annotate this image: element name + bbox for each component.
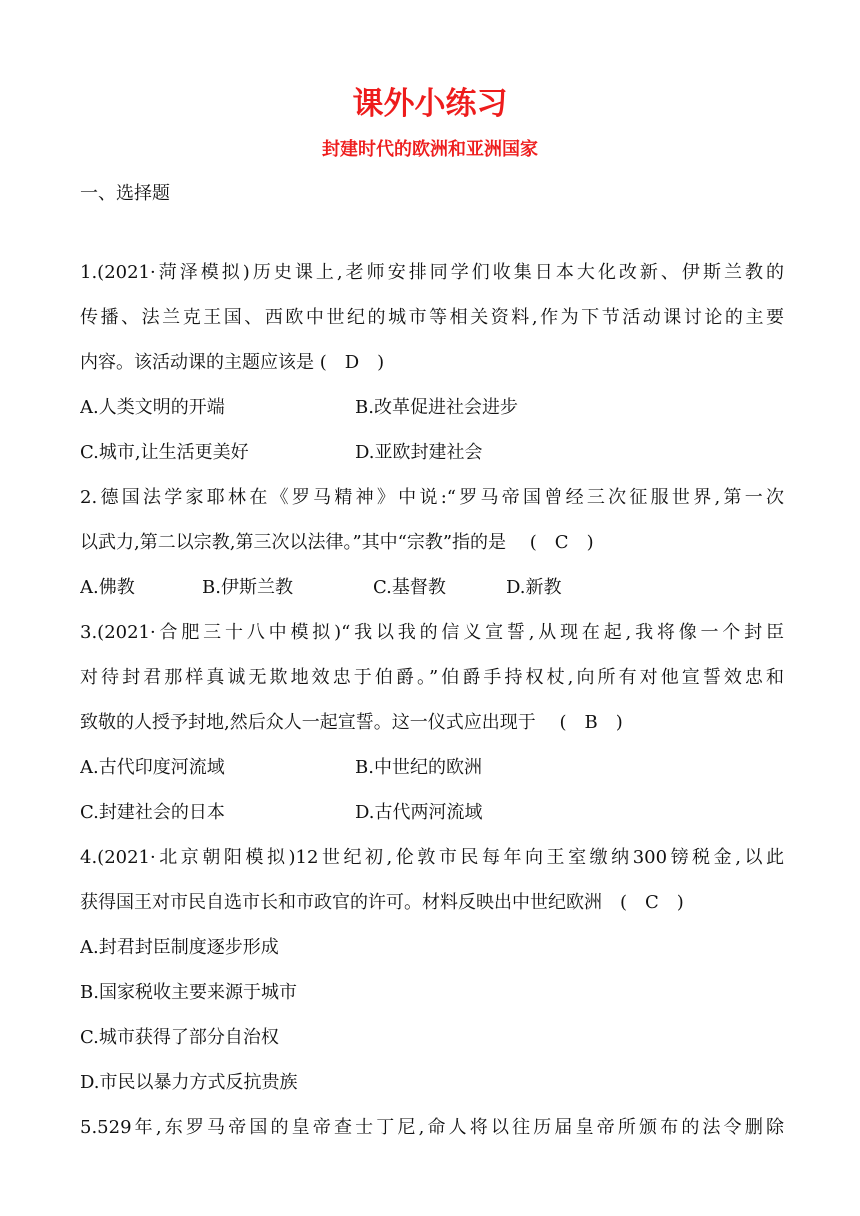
- question-2-line-1: 2.德国法学家耶林在《罗马精神》中说:“罗马帝国曾经三次征服世界,第一次: [80, 487, 784, 508]
- question-4-option-a: A.封君封臣制度逐步形成: [80, 937, 279, 958]
- question-3-line-3: 致敬的人授予封地,然后众人一起宣誓。这一仪式应出现于 ( B ): [80, 712, 623, 733]
- question-2-options-row: [80, 565, 784, 610]
- question-5-line-1: 5.529年,东罗马帝国的皇帝查士丁尼,命人将以往历届皇帝所颁布的法令删除: [80, 1117, 784, 1138]
- question-3-line-1: 3.(2021·合肥三十八中模拟)“我以我的信义宣誓,从现在起,我将像一个封臣: [80, 622, 784, 643]
- question-4: [80, 835, 784, 1105]
- question-4-line-1: 4.(2021·北京朝阳模拟)12世纪初,伦敦市民每年向王室缴纳300镑税金,以此: [80, 847, 784, 868]
- question-3-option-b: B.中世纪的欧洲: [355, 757, 482, 778]
- page-title: 课外小练习: [352, 86, 508, 122]
- question-1-option-d: D.亚欧封建社会: [355, 442, 483, 463]
- question-4-line-2: 获得国王对市民自选市长和市政官的许可。材料反映出中世纪欧洲 ( C ): [80, 892, 684, 913]
- question-1: [80, 250, 784, 475]
- section-heading: 一、选择题: [80, 183, 170, 204]
- question-2-option-d: D.新教: [506, 577, 562, 598]
- question-1-options-row-2: [80, 430, 784, 475]
- question-1-option-b: B.改革促进社会进步: [355, 397, 518, 418]
- question-4-option-b: B.国家税收主要来源于城市: [80, 982, 297, 1003]
- question-5: [80, 1105, 784, 1150]
- question-1-options-row-1: [80, 385, 784, 430]
- question-2: [80, 475, 784, 610]
- question-1-line-3: 内容。该活动课的主题应该是 ( D ): [80, 352, 385, 373]
- page-subtitle: 封建时代的欧洲和亚洲国家: [322, 139, 538, 160]
- question-2-line-2: 以武力,第二以宗教,第三次以法律。”其中“宗教”指的是 ( C ): [80, 532, 594, 553]
- question-3-option-d: D.古代两河流域: [355, 802, 483, 823]
- question-1-option-c: C.城市,让生活更美好: [80, 442, 249, 463]
- question-3-option-c: C.封建社会的日本: [80, 802, 225, 823]
- question-1-line-2: 传播、法兰克王国、西欧中世纪的城市等相关资料,作为下节活动课讨论的主要: [80, 307, 784, 328]
- question-1-line-1: 1.(2021·菏泽模拟)历史课上,老师安排同学们收集日本大化改新、伊斯兰教的: [80, 262, 784, 283]
- question-4-option-c: C.城市获得了部分自治权: [80, 1027, 279, 1048]
- question-3-line-2: 对待封君那样真诚无欺地效忠于伯爵。”伯爵手持权杖,向所有对他宣誓效忠和: [80, 667, 784, 688]
- question-3: [80, 610, 784, 835]
- question-list: [80, 250, 784, 1150]
- question-3-options-row-2: [80, 790, 784, 835]
- question-3-option-a: A.古代印度河流域: [80, 757, 225, 778]
- question-2-option-c: C.基督教: [373, 577, 446, 598]
- question-2-option-b: B.伊斯兰教: [202, 577, 293, 598]
- question-3-options-row-1: [80, 745, 784, 790]
- question-1-option-a: A.人类文明的开端: [80, 397, 225, 418]
- question-4-option-d: D.市民以暴力方式反抗贵族: [80, 1072, 298, 1093]
- question-2-option-a: A.佛教: [80, 577, 135, 598]
